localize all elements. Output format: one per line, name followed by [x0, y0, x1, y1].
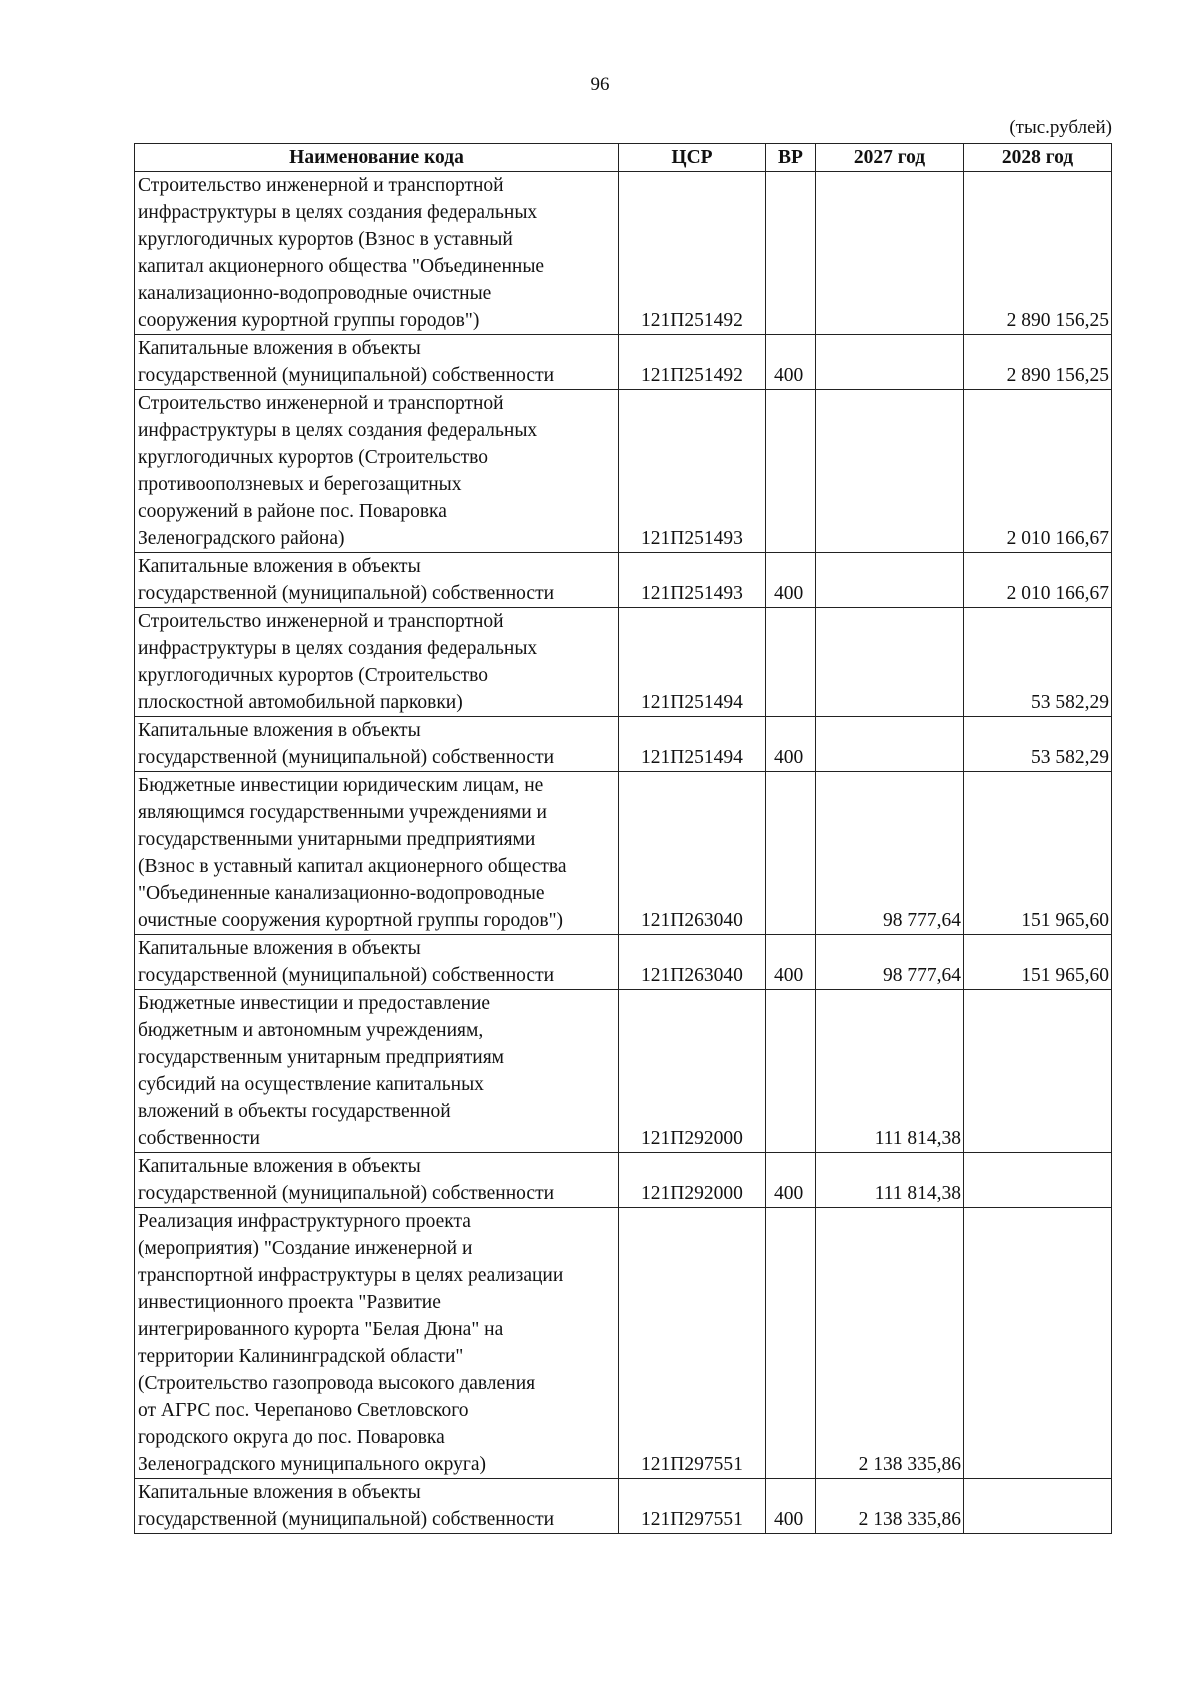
row-name-cell: Бюджетные инвестиции юридическим лицам, не являющимся государственными учреждениями и государственными унитарными предприятиями (Взнос в уставный капитал акционерного общества "Объединенные канализационно-водопроводные очистные сооружения курортной группы городов") — [135, 772, 619, 935]
row-2028-cell: 2 890 156,25 — [964, 172, 1112, 335]
row-2028-cell: 53 582,29 — [964, 717, 1112, 772]
table-row — [135, 717, 1112, 772]
row-vr-cell: 400 — [766, 335, 816, 390]
table-row — [135, 990, 1112, 1153]
row-vr-cell — [766, 990, 816, 1153]
table-row — [135, 172, 1112, 335]
row-csr-cell: 121П263040 — [619, 772, 766, 935]
row-2027-cell — [816, 553, 964, 608]
row-name-cell: Бюджетные инвестиции и предоставление бюджетным и автономным учреждениям, государственным унитарным предприятиям субсидий на осуществление капитальных вложений в объекты государственной собственности — [135, 990, 619, 1153]
row-vr-cell — [766, 172, 816, 335]
row-csr-cell: 121П251494 — [619, 717, 766, 772]
row-csr-cell: 121П297551 — [619, 1479, 766, 1534]
row-vr-cell — [766, 608, 816, 717]
row-2028-cell — [964, 1208, 1112, 1479]
header-csr: ЦСР — [619, 144, 766, 172]
budget-table — [134, 143, 1112, 1534]
row-name-cell: Капитальные вложения в объекты государственной (муниципальной) собственности — [135, 1479, 619, 1534]
row-2027-cell — [816, 608, 964, 717]
row-2028-cell: 2 890 156,25 — [964, 335, 1112, 390]
row-2028-cell — [964, 1479, 1112, 1534]
row-2028-cell — [964, 1153, 1112, 1208]
row-vr-cell — [766, 390, 816, 553]
table-row — [135, 772, 1112, 935]
row-2027-cell: 2 138 335,86 — [816, 1208, 964, 1479]
row-csr-cell: 121П297551 — [619, 1208, 766, 1479]
table-row — [135, 390, 1112, 553]
page-number: 96 — [590, 74, 610, 95]
row-csr-cell: 121П292000 — [619, 1153, 766, 1208]
row-name-cell: Капитальные вложения в объекты государственной (муниципальной) собственности — [135, 1153, 619, 1208]
table-row — [135, 935, 1112, 990]
header-2028: 2028 год — [964, 144, 1112, 172]
row-2027-cell — [816, 335, 964, 390]
row-vr-cell — [766, 772, 816, 935]
header-name: Наименование кода — [135, 144, 619, 172]
row-name-cell: Строительство инженерной и транспортной инфраструктуры в целях создания федеральных круглогодичных курортов (Строительство противооползневых и берегозащитных сооружений в районе пос. Поваровка Зеленоградского района) — [135, 390, 619, 553]
units-label: (тыс.рублей) — [1009, 117, 1112, 138]
header-2027: 2027 год — [816, 144, 964, 172]
row-name-cell: Капитальные вложения в объекты государственной (муниципальной) собственности — [135, 335, 619, 390]
row-csr-cell: 121П251493 — [619, 553, 766, 608]
row-2027-cell — [816, 717, 964, 772]
row-csr-cell: 121П251493 — [619, 390, 766, 553]
row-csr-cell: 121П251494 — [619, 608, 766, 717]
row-vr-cell: 400 — [766, 1479, 816, 1534]
row-name-cell: Капитальные вложения в объекты государственной (муниципальной) собственности — [135, 717, 619, 772]
row-csr-cell: 121П292000 — [619, 990, 766, 1153]
row-vr-cell: 400 — [766, 553, 816, 608]
header-vr: ВР — [766, 144, 816, 172]
row-2028-cell: 2 010 166,67 — [964, 390, 1112, 553]
table-row — [135, 335, 1112, 390]
row-2028-cell: 2 010 166,67 — [964, 553, 1112, 608]
table-row — [135, 1208, 1112, 1479]
table-header-row — [135, 144, 1112, 172]
row-2028-cell: 151 965,60 — [964, 772, 1112, 935]
row-2027-cell: 98 777,64 — [816, 772, 964, 935]
row-name-cell: Капитальные вложения в объекты государственной (муниципальной) собственности — [135, 553, 619, 608]
row-2027-cell: 98 777,64 — [816, 935, 964, 990]
row-name-cell: Строительство инженерной и транспортной инфраструктуры в целях создания федеральных круглогодичных курортов (Строительство плоскостной автомобильной парковки) — [135, 608, 619, 717]
row-name-cell: Реализация инфраструктурного проекта (мероприятия) "Создание инженерной и транспортной инфраструктуры в целях реализации инвестиционного проекта "Развитие интегрированного курорта "Белая Дюна" на территории Калининградской области" (Строительство газопровода высокого давления от АГРС пос. Черепаново Светловского городского округа до пос. Поваровка Зеленоградского муниципального округа) — [135, 1208, 619, 1479]
row-vr-cell: 400 — [766, 935, 816, 990]
table-row — [135, 608, 1112, 717]
row-2028-cell: 151 965,60 — [964, 935, 1112, 990]
row-csr-cell: 121П251492 — [619, 172, 766, 335]
row-name-cell: Капитальные вложения в объекты государственной (муниципальной) собственности — [135, 935, 619, 990]
row-vr-cell: 400 — [766, 717, 816, 772]
row-2027-cell: 2 138 335,86 — [816, 1479, 964, 1534]
row-2028-cell: 53 582,29 — [964, 608, 1112, 717]
row-vr-cell: 400 — [766, 1153, 816, 1208]
row-2027-cell: 111 814,38 — [816, 1153, 964, 1208]
table-row — [135, 553, 1112, 608]
row-name-cell: Строительство инженерной и транспортной инфраструктуры в целях создания федеральных круглогодичных курортов (Взнос в уставный капитал акционерного общества "Объединенные канализационно-водопроводные очистные сооружения курортной группы городов") — [135, 172, 619, 335]
row-2027-cell — [816, 390, 964, 553]
table-row — [135, 1479, 1112, 1534]
row-csr-cell: 121П251492 — [619, 335, 766, 390]
row-2027-cell: 111 814,38 — [816, 990, 964, 1153]
row-2027-cell — [816, 172, 964, 335]
row-csr-cell: 121П263040 — [619, 935, 766, 990]
row-vr-cell — [766, 1208, 816, 1479]
table-row — [135, 1153, 1112, 1208]
row-2028-cell — [964, 990, 1112, 1153]
